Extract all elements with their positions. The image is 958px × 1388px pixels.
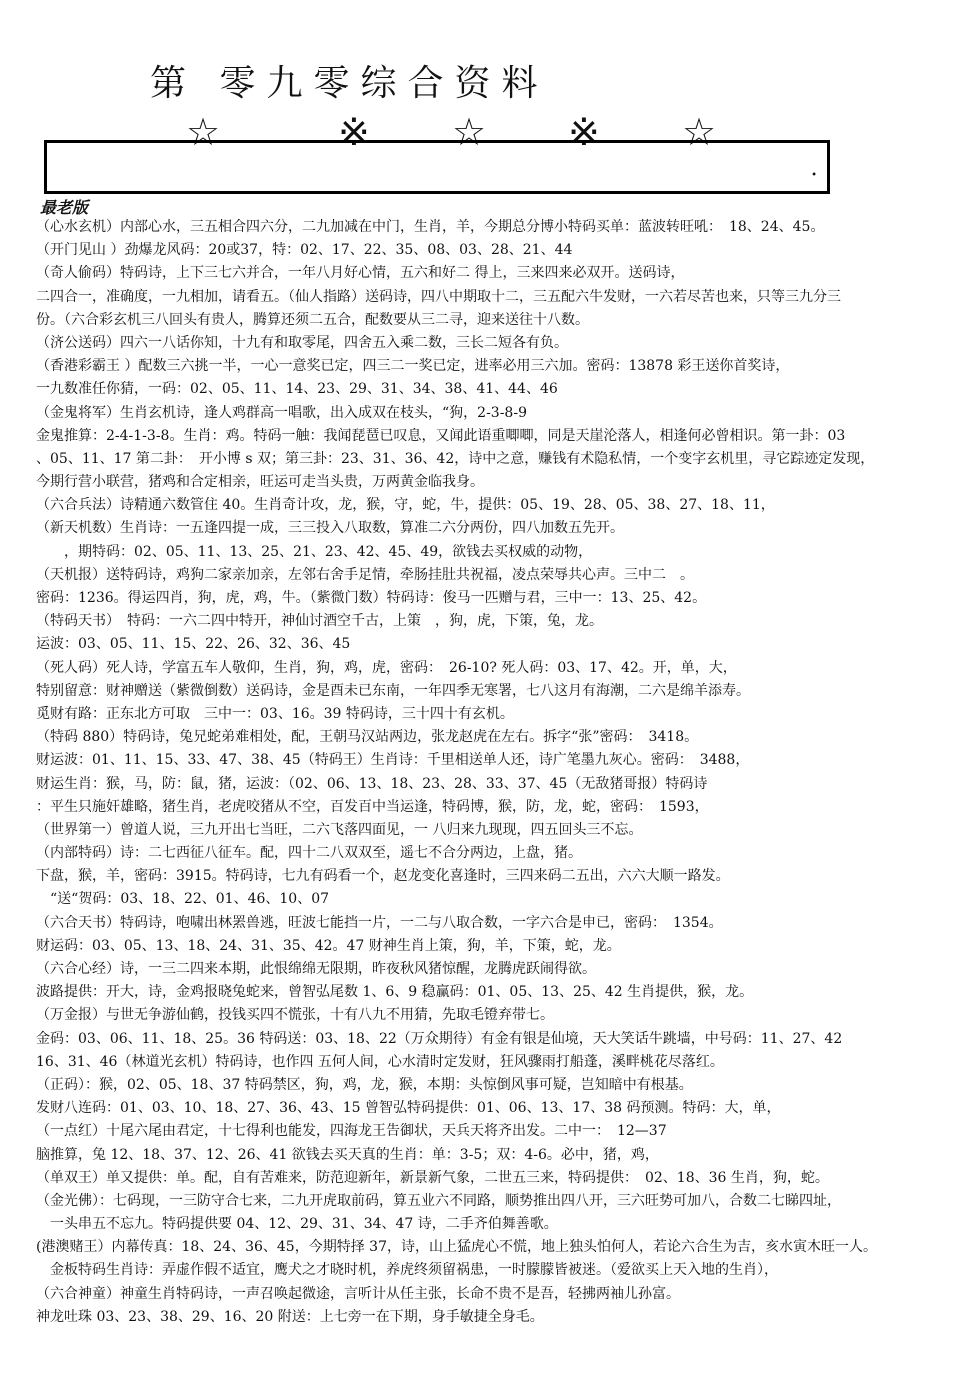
text-line: 今期行营小联营，猪鸡和合定相亲，旺运可走当头贵，万两黄金临我身。 [36,474,484,491]
text-line: （六合神童）神童生肖特码诗，一声召唤起微途，言听计从任主张，长命不贵不是吾，轻拂两袖儿孙富。 [36,1285,680,1302]
text-line: （世界第一）曾道人说，三九开出七当旺，二六飞落四面见，一 八归来九现现，四五回头三不忘。 [36,821,643,838]
text-line: （奇人偷码）特码诗，上下三七六并合，一年八月好心情，五六和好二 得上，三来四来必双开。送码诗， [36,265,685,282]
text-line: 运波：03、05、11、15、22、26、32、36、45 [36,636,351,653]
text-line: 财运生肖：猴，马，防：鼠，猪，运波：（02、06、13、18、23、28、33、37、45（无敌猪哥报）特码诗 [36,775,708,792]
text-line: 金鬼推算：2-4-1-3-8。生肖：鸡。特码一触：我闻琵琶已叹息，又闻此语重唧唧，同是天崖沦落人，相逢何必曾相识。第一卦：03 [36,427,846,444]
text-line: 金码：03、06、11、18、25。36 特码送：03、18、22（万众期待）有金有银是仙境，天大笑话牛跳墙，中号码：11、27、42 [36,1030,843,1047]
text-line: (港澳赌王）内幕传真：18、24、36、45，今期特择 37，诗，山上猛虎心不慌，地上独头怕何人，若论六合生为吉，亥水寅木旺一人。 [36,1239,877,1256]
text-line: （新天机数）生肖诗：一五逢四提一成，三三投入八取数，算准二六分两份，四八加数五先开。 [36,520,624,537]
text-line: （六合心经）诗，一三二四来本期，此恨绵绵无限期，昨夜秋风猪惊醒，龙腾虎跃闹得欲。 [36,961,596,977]
text-line: 神龙吐珠 03、23、38、29、16、20 附送：上七旁一在下期，身手敏捷全身毛。 [36,1308,544,1325]
text-line: 金板特码生肖诗：弄虚作假不适宜，鹰犬之才晓时机，养虎终须留祸患，一时朦朦皆被迷。（爱欲买上天入地的生肖）， [36,1262,778,1279]
text-line: ，期特码：02、05、11、13、25、21、23、42、45、49，欲钱去买权威的动物， [36,543,593,560]
text-line: （正码）：猴，02、05、18、37 特码禁区，狗，鸡，龙，猴，本期：头惊倒风事可疑，岂知暗中有根基。 [36,1076,693,1093]
text-body [36,216,958,1329]
text-line: （天机报）送特码诗，鸡狗二家亲加亲，左邻右舍手足情，牵肠挂肚共祝福，凌点荣辱共心声。三中二 。 [36,566,694,583]
text-line: （死人码）死人诗，学富五车人敬仰，生肖，狗，鸡，虎，密码： 26-10? 死人码：03、17、42。开，单，大， [36,659,737,676]
text-line: 下盘，猴，羊，密码：3915。特码诗，七九有码看一个，赵龙变化喜逢时，三四来码二五出，六六大顺一路发。 [36,868,730,885]
text-line: （内部特码）诗：二七西征八征车。配，四十二八双双至，遥七不合分两边，上盘，猪。 [36,845,582,862]
blank-banner-box [44,140,830,194]
star-icon: ☆ [452,110,487,154]
text-line: 波路提供：开大，诗，金鸡报晓兔蛇来，曾智弘尾数 1、6、9 稳赢码：01、05、13、25、42 生肖提供，猴，龙。 [36,984,754,1001]
text-line: （开门见山 ）劲爆龙风码：20或37，特：02、17、22、35、08、03、28、21、44 [36,242,573,259]
text-line: （万金报）与世无争游仙鹤，投钱买四不慌张，十有八九不用猜，先取毛镫弃带七。 [36,1007,554,1024]
text-line: 一九数准任你猜，一码：02、05、11、14、23、29、31、34、38、41、44、46 [36,381,558,398]
text-line: 16、31、46（林道光玄机）特码诗，也作四 五何人间，心水清时定发财，狂风骤雨打船蓬，溪畔桃花尽落红。 [36,1053,724,1070]
text-line: 密码：1236。得运四肖，狗，虎，鸡，牛。（紫微门数）特码诗：俊马一匹赠与君，三中一：13、25、42。 [36,590,707,606]
text-line: 财运码：03、05、13、18、24、31、35、42。47 财神生肖上策，狗，羊，下策，蛇，龙。 [36,937,621,954]
text-line: （一点红）十尾六尾由君定，十七得利也能发，四海龙王告御状，天兵天将齐出发。二中一： 12—37 [36,1123,667,1140]
edition-label: 最老版 [40,198,89,217]
text-line: （济公送码）四六一八话你知，十九有和取零尾，四舍五入乘二数，三长二短各有负。 [36,334,568,351]
text-line: （六合天书）特码诗，咆啸出林罴兽逃，旺波七能挡一片，一二与八取合数，一字六合是申已，密码： 1354。 [36,914,723,931]
text-line: （金鬼将军）生肖玄机诗，逢人鸡群高一唱歌，出入成双在枝头，“狗，2-3-8-9 [36,404,527,421]
text-line: “送“贺码：03、18、22、01、46、10、07 [36,891,330,908]
text-line: （香港彩霸王 ）配数三六挑一半，一心一意奖已定，四三二一奖已定，进率必用三六加。密码：13878 彩王送你首奖诗， [36,358,790,375]
text-line: 觅财有路：正东北方可取 三中一：03、16。39 特码诗，三十四十有玄机。 [36,705,514,722]
star-icon: ☆ [186,110,221,154]
reference-mark-icon: ※ [338,110,370,154]
page-title: 第 零九零综合资料 [150,63,549,104]
dot-mark: • [811,170,817,181]
text-line: 脑推算，兔 12、18、37、12、26、41 欲钱去买天真的生肖：单：3-5；双：4-6。必中，猪，鸡， [36,1146,659,1163]
text-line: （六合兵法）诗精通六数管住 40。生肖奇计攻，龙，猴，守，蛇，牛，提供：05、19、28、05、38、27、18、11， [36,497,775,514]
text-line: 财运波：01、11、15、33、47、38、45（特码王）生肖诗：千里相送单人还，诗广笔墨九灰心。密码： 3488， [36,752,750,769]
text-line: 一头串五不忘九。特码提供要 04、12、29、31、34、47 诗，二手齐伯舞善歌。 [36,1216,558,1233]
text-line: 特别留意：财神赠送（紫微倒数）送码诗，金是酉未已东南，一年四季无寒署，七八这月有海潮，二六是绵羊添寿。 [36,682,750,699]
text-line: ：平生只施奸雄略，猪生肖，老虎咬猪从不空，百发百中当运逢，特码博，猴，防，龙，蛇，密码： 1593， [36,798,709,815]
text-line: （金光佛）：七码现，一三防守合七来，二九开虎取前码，算五业六不同路，顺势推出四八开，三六旺势可加八，合数二七睇四址， [36,1192,841,1209]
text-line: （心水玄机）内部心水，三五相合四六分，二九加减在中门，生肖，羊，今期总分博小特码买单：蓝波转旺吼： 18、24、45。 [36,219,825,235]
text-line: 份。（六合彩玄机三八回头有贵人，腾算还须二五合，配数要从三二寻，迎来送往十八数。 [36,311,589,328]
reference-mark-icon: ※ [568,110,600,154]
text-line: 发财八连码：01、03、10、18、27、36、43、15 曾智弘特码提供：01、06、13、17、38 码预测。特码：大，单， [36,1100,781,1117]
text-line: 二四合一，准确度，一九相加，请看五。（仙人指路）送码诗，四八中期取十二，三五配六牛发财，一六若尽苦也来，只等三九分三 [36,288,841,305]
text-line: （单双王）单又提供：单。配，自有苦难来，防范迎新年，新景新气象，二世五三来，特码提供： 02、18、36 生肖，狗，蛇。 [36,1169,829,1186]
text-line: （特码 880）特码诗，兔兄蛇弟难相处，配，王朝马汉站两边，张龙赵虎在左右。拆字“张”密码： 3418。 [36,729,699,746]
text-line: 、05、11、17 第二卦： 开小博 s 双；第三卦：23、31、36、42，诗中之意，赚钱有术隐私情，一个变字玄机里，寻它踪迹定发现， [36,450,875,467]
text-line: （特码天书） 特码：一六二四中特开，神仙讨酒空千古，上策 ，狗，虎，下策，兔，龙。 [36,613,603,630]
star-icon: ☆ [682,110,717,154]
